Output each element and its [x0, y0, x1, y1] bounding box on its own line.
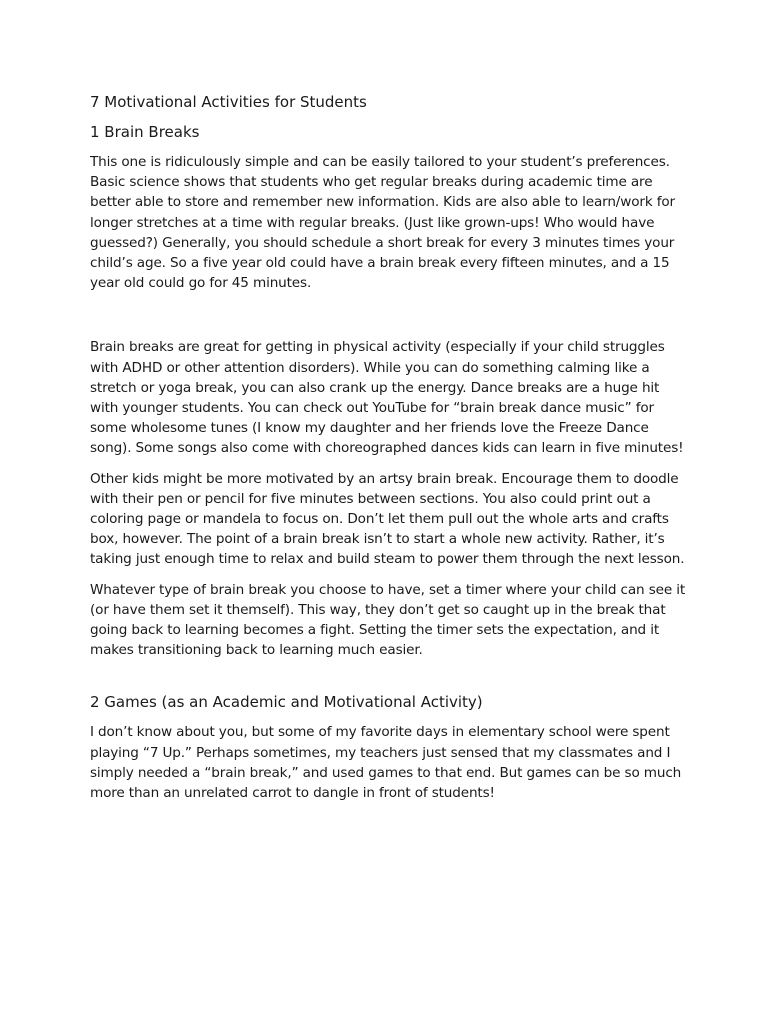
document-page [90, 92, 690, 813]
paragraph-games-intro: I don’t know about you, but some of my favorite days in elementary school were spent playing “7 Up.” Perhaps sometimes, my teachers just sensed that my classmates and I simply needed a “brain break,” and used games to that end. But games can be so much more than an unrelated carrot to dangle in front of students! [90, 724, 682, 802]
paragraph-timer: Whatever type of brain break you choose to have, set a timer where your child can see it (or have them set it themself). This way, they don’t get so caught up in the break that going back to learning becomes a fight. Setting the timer sets the expectation, and it makes transitioning back to learning much easier. [90, 581, 686, 659]
document-title: 7 Motivational Activities for Students [90, 93, 367, 111]
paragraph-artsy-break: Other kids might be more motivated by an artsy brain break. Encourage them to doodle with their pen or pencil for five minutes between sections. You also could print out a coloring page or mandela to focus on. Don’t let them pull out the whole arts and crafts box, however. The point of a brain break isn’t to start a whole new activity. Rather, it’s taking just enough time to relax and build steam to power them through the next lesson. [90, 470, 685, 568]
paragraph-physical-activity: Brain breaks are great for getting in physical activity (especially if your child struggles with ADHD or other attention disorders). While you can do something calming like a stretch or yoga break, you can also crank up the energy. Dance breaks are a huge hit with younger students. You can check out YouTube for “brain break dance music” for some wholesome tunes (I know my daughter and her friends love the Freeze Dance song). Some songs also come with choreographed dances kids can learn in five minutes! [90, 339, 684, 457]
paragraph-brain-breaks-intro: This one is ridiculously simple and can be easily tailored to your student’s preferences. Basic science shows that students who get regular breaks during academic time are better able to store and remember new information. Kids are also able to learn/work for longer stretches at a time with regular breaks. (Just like grown-ups! Who would have guessed?) Generally, you should schedule a short break for every 3 minutes times your child’s age. So a five year old could have a brain break every fifteen minutes, and a 15 year old could go for 45 minutes. [90, 154, 675, 292]
section-heading-games: 2 Games (as an Academic and Motivational Activity) [90, 693, 483, 712]
paragraph-spacer [90, 303, 690, 337]
section-spacer [90, 670, 690, 692]
section-heading-brain-breaks: 1 Brain Breaks [90, 123, 200, 141]
